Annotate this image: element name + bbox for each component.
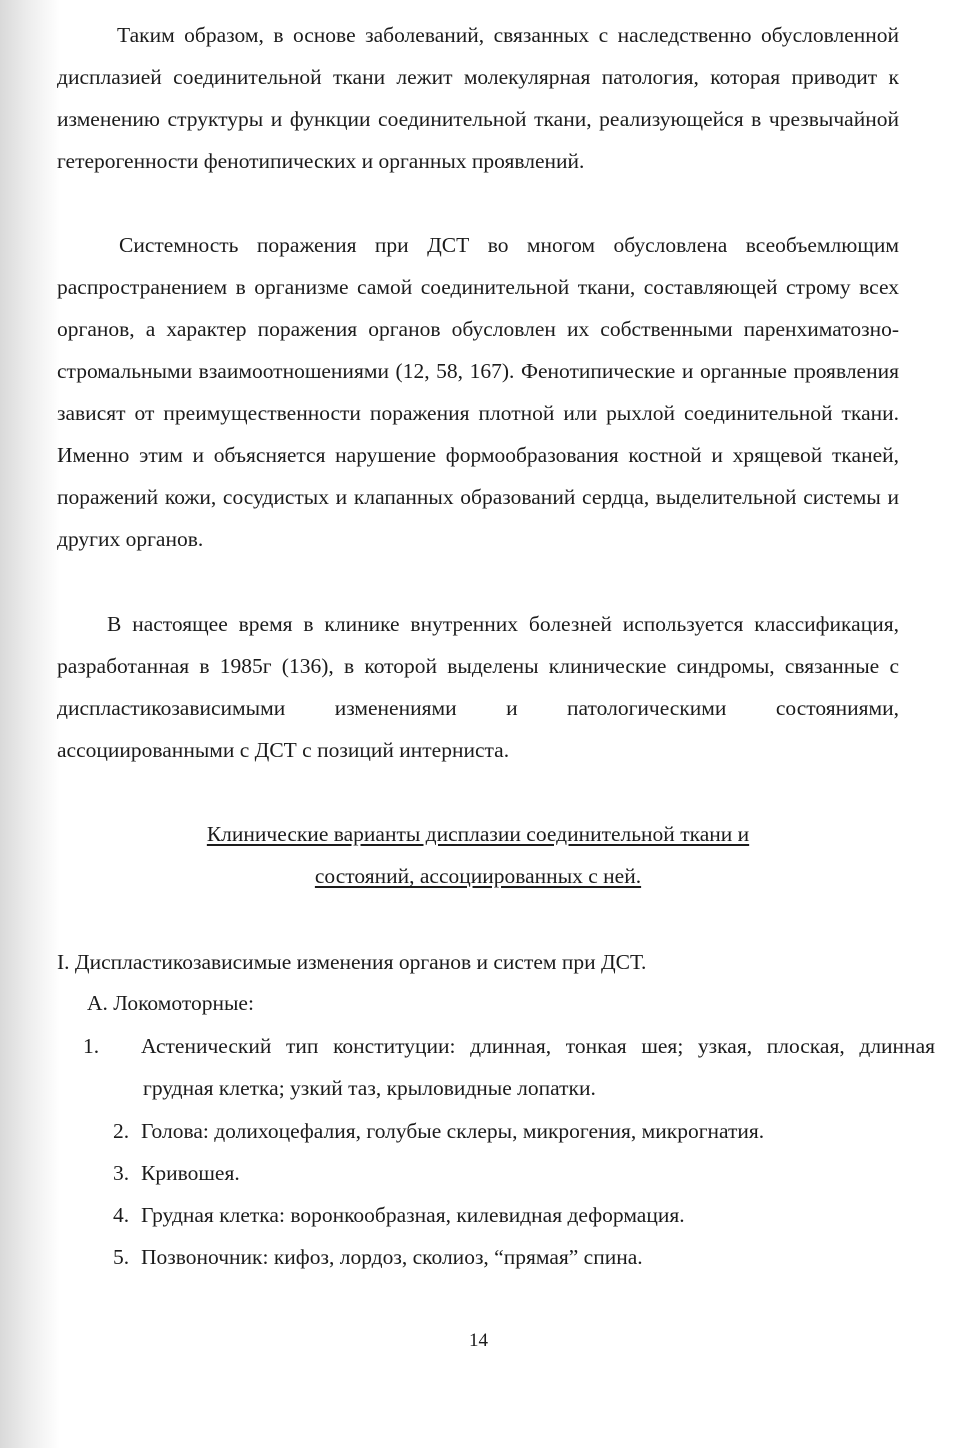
paragraph-1: Таким образом, в основе заболеваний, связанных с наследственно обусловленной дисплазией соединительной ткани лежит молекулярная патология, которая приводит к изменению структуры и функции соединительной ткани, реализующейся в чрезвычайной гетерогенности фенотипических и органных проявлений. [57,23,899,173]
list-item [113,1236,905,1278]
page-number: 14 [469,1330,488,1351]
list-item [83,1025,935,1109]
paragraph-3: В настоящее время в клинике внутренних болезней используется классификация, разработанная в 1985г (136), в которой выделены клинические синдромы, связанные с диспластикозависимыми изменениями и патологическими состояниями, ассоциированными с ДСТ с позиций интерниста. [57,612,899,762]
list-item [113,1194,905,1236]
list-item-text: Астенический тип конституции: длинная, тонкая шея; узкая, плоская, длинная грудная клетка; узкий таз, крыловидные лопатки. [141,1034,935,1100]
list-item-text: Кривошея. [141,1161,240,1185]
paragraph-2: Системность поражения при ДСТ во многом обусловлена всеобъемлющим распространением в организме самой соединительной ткани, составляющей строму всех органов, а характер поражения органов обусловлен их собственными паренхиматозно-стромальными взаимоотношениями (12, 58, 167). Фенотипические и органные проявления зависят от преимущественности поражения плотной или рыхлой соединительной ткани. Именно этим и объясняется нарушение формообразования костной и хрящевой тканей, поражений кожи, сосудистых и клапанных образований сердца, выделительной системы и других органов. [57,233,899,551]
list-item-number: 1. [83,1034,100,1058]
section-title: I. Диспластикозависимые изменения органов и систем при ДСТ. [57,950,647,974]
list-item-text: Голова: долихоцефалия, голубые склеры, микрогения, микрогнатия. [141,1119,765,1143]
list-item-text: Грудная клетка: воронкообразная, килевидная деформация. [141,1203,685,1227]
list-item-number: 4. [113,1203,130,1227]
section-heading-line-2: состояний, ассоциированных с ней. [314,864,642,888]
list-item-number: 5. [113,1245,130,1269]
list-item [113,1110,905,1152]
list-item-text: Позвоночник: кифоз, лордоз, сколиоз, “прямая” спина. [141,1245,643,1269]
list-item-number: 2. [113,1119,130,1143]
section-heading-line-1: Клинические варианты дисплазии соединительной ткани и [206,822,750,846]
list-item-number: 3. [113,1161,130,1185]
list-item [113,1152,905,1194]
subsection-title: А. Локомоторные: [87,991,254,1015]
